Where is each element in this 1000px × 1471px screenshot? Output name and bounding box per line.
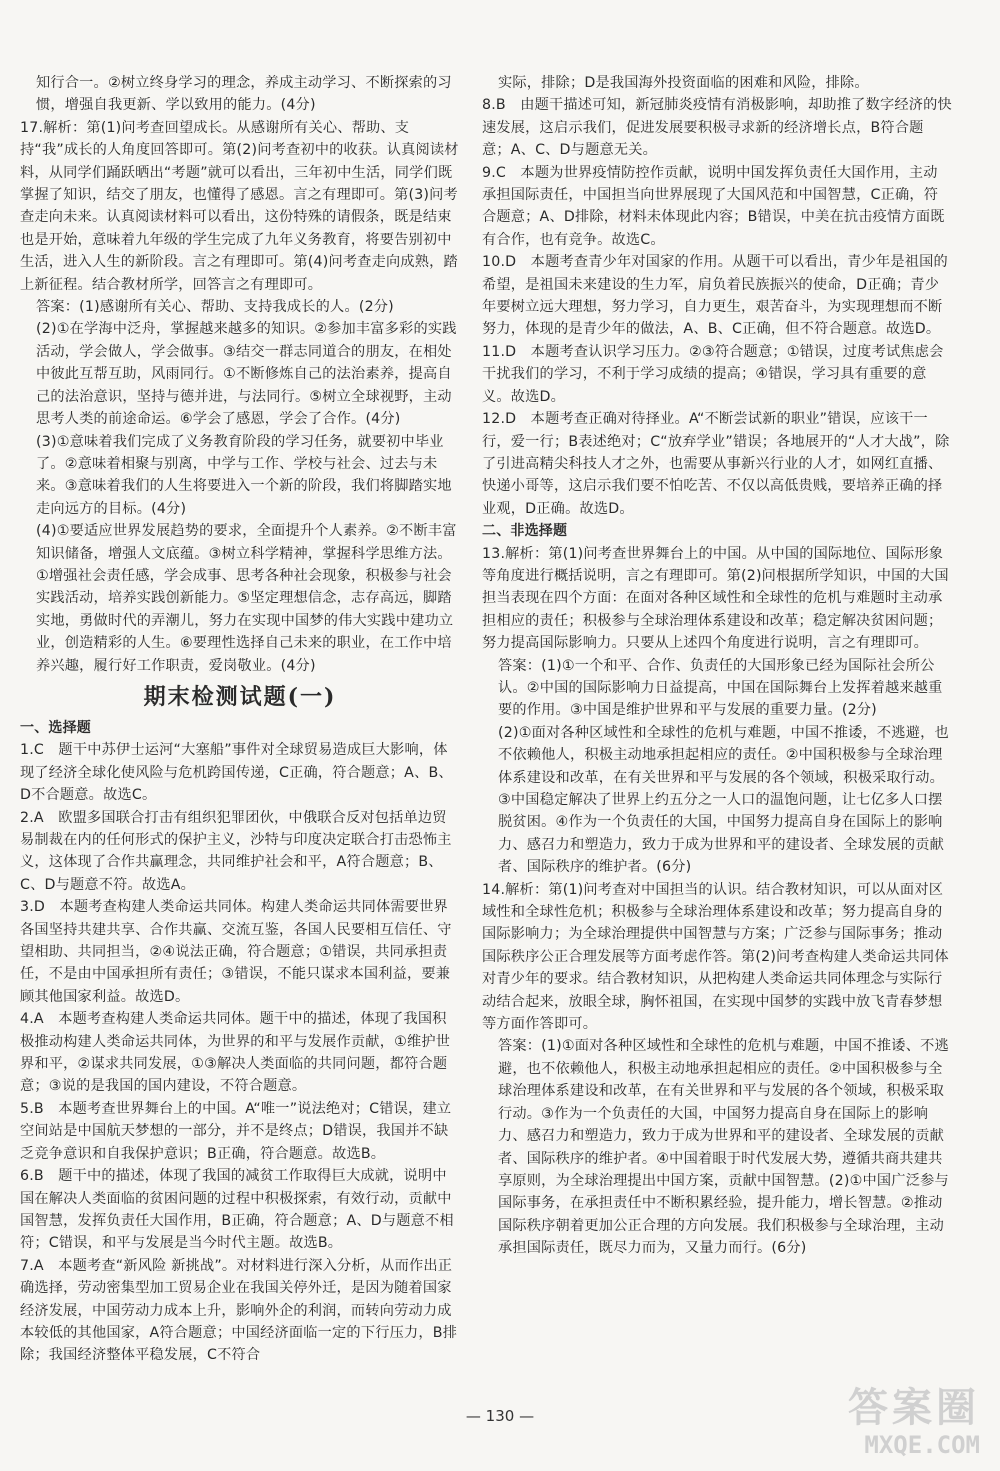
q7-explanation: 7.A 本题考查“新风险 新挑战”。对材料进行深入分析，从而作出正确选择，劳动密集型加工贸易企业在我国关停外迁，是因为随着国家经济发展，中国劳动力成本上升，影响外企的利润，而转向劳动力成本较低的其他国家，A符合题意；中国经济面临一定的下行压力，B排除；我国经济整体平稳发展，C不符合 — [20, 1257, 458, 1364]
q3-explanation: 3.D 本题考查构建人类命运共同体。构建人类命运共同体需要世界各国坚持共建共享、合作共赢、交流互鉴，各国人民要相互信任、守望相助、共同担当，②④说法正确，符合题意；①错误，共同承担责任，不是由中国承担所有责任；③错误，不能只谋求本国利益，要兼顾其他国家利益。故选D。 — [20, 899, 452, 1005]
q17-answer-1: 答案：(1)感谢所有关心、帮助、支持我成长的人。(2分) — [36, 299, 394, 316]
q13-analysis: 13.解析：第(1)问考查世界舞台上的中国。从中国的国际地位、国际形象等角度进行概括说明，言之有理即可。第(2)问根据所学知识，中国的大国担当表现在四个方面：在面对各种区域性和全球性的危机与难题时主动承担相应的责任；积极参与全球治理体系建设和改革；稳定解决贫困问题；努力提高国际影响力。只要从上述四个角度进行说明，言之有理即可。 — [482, 545, 949, 652]
section-heading-choice: 一、选择题 — [20, 719, 91, 736]
exam-title: 期末检测试题(一) — [143, 683, 337, 710]
q17-answer-3: (3)①意味着我们完成了义务教育阶段的学习任务，就要初中毕业了。②意味着相聚与别离，中学与工作、学校与社会、过去与未来。③意味着我们的人生将要进入一个新的阶段，我们将脚踏实地走向远方的目标。(4分) — [36, 433, 452, 517]
q7-continuation: 实际，排除；D是我国海外投资面临的困难和风险，排除。 — [498, 75, 869, 91]
q16-continuation: 知行合一。②树立终身学习的理念，养成主动学习、不断探索的习惯，增强自我更新、学以致用的能力。(4分) — [36, 75, 452, 114]
page-number: — 130 — — [465, 1407, 535, 1425]
q5-explanation: 5.B 本题考查世界舞台上的中国。A“唯一”说法绝对；C错误，建立空间站是中国航天梦想的一部分，并不是终点；D错误，我国并不缺乏竞争意识和自我保护意识；B正确，符合题意。故选B。 — [20, 1100, 452, 1162]
q17-answer-4: (4)①要适应世界发展趋势的要求，全面提升个人素养。②不断丰富知识储备，增强人文底蕴。③树立科学精神，掌握科学思维方法。①增强社会责任感，学会成事、思考各种社会现象，积极参与社会实践活动，培养实践创新能力。⑤坚定理想信念，志存高远，脚踏实地，勇做时代的弄潮儿，努力在实现中国梦的伟大实践中建功立业，创造精彩的人生。⑥要理性选择自己未来的职业，在工作中培养兴趣，履行好工作职责，爱岗敬业。(4分) — [36, 523, 457, 674]
q12-explanation: 12.D 本题考查正确对待择业。A“不断尝试新的职业”错误，应该干一行，爱一行；B表述绝对；C“放弃学业”错误；各地展开的“人才大战”，除了引进高精尖科技人才之外，也需要从事新兴行业的人才，如网红直播、快递小哥等，这启示我们要不怕吃苦、不仅以高低贵贱，要培养正确的择业观，D正确。故选D。 — [482, 411, 950, 517]
q14-answer: 答案：(1)①面对各种区域性和全球性的危机与难题，中国不推诿、不逃避，也不依赖他人，积极主动地承担起相应的责任。②中国积极参与全球治理体系建设和改革，在有关世界和平与发展的各个领域，积极采取行动。③作为一个负责任的大国，中国努力提高自身在国际上的影响力、感召力和塑造力，致力于成为世界和平的建设者、全球发展的贡献者、国际秩序的维护者。④中国着眼于时代发展大势，遵循共商共建共享原则，为全球治理提出中国方案，贡献中国智慧。(2)①中国广泛参与国际事务，在承担责任中不断积累经验，提升能力，增长智慧。②推动国际秩序朝着更加公正合理的方向发展。我们积极参与全球治理，主动承担国际责任，既尽力而为，又量力而行。(6分) — [498, 1038, 949, 1257]
q10-explanation: 10.D 本题考查青少年对国家的作用。从题干可以看出，青少年是祖国的希望，是祖国未来建设的生力军，肩负着民族振兴的使命，D正确；青少年要树立远大理想，努力学习，自力更生，艰苦奋斗，为实现理想而不断努力，体现的是青少年的做法，A、B、C正确，但不符合题意。故选D。 — [482, 254, 948, 338]
q9-explanation: 9.C 本题为世界疫情防控作贡献，说明中国发挥负责任大国作用，主动承担国际责任，中国担当向世界展现了大国风范和中国智慧，C正确，符合题意；A、D排除，材料未体现此内容；B错误，中美在抗击疫情方面既有合作，也有竞争。故选C。 — [482, 164, 945, 248]
q11-explanation: 11.D 本题考查认识学习压力。②③符合题意；①错误，过度考试焦虑会干扰我们的学习，不利于学习成绩的提高；④错误，学习具有重要的意义。故选D。 — [482, 343, 944, 405]
q2-explanation: 2.A 欧盟多国联合打击有组织犯罪团伙，中俄联合反对包括单边贸易制裁在内的任何形式的保护主义，沙特与印度决定联合打击恐怖主义，这体现了合作共赢理念，共同维护社会和平，A符合题意；B、C、D与题意不符。故选A。 — [20, 809, 452, 893]
q6-explanation: 6.B 题干中的描述，体现了我国的减贫工作取得巨大成就，说明中国在解决人类面临的贫困问题的过程中积极探索，有效行动，贡献中国智慧，发挥负责任大国作用，B正确，符合题意；A、D与题意不相符；C错误，和平与发展是当今时代主题。故选B。 — [20, 1168, 454, 1252]
section-heading-nonchoice: 二、非选择题 — [482, 523, 568, 540]
q4-explanation: 4.A 本题考查构建人类命运共同体。题干中的描述，体现了我国积极推动构建人类命运共同体，为世界的和平与发展作贡献，①维护世界和平，②谋求共同发展，①③解决人类面临的共同问题，都符合题意；③说的是我国的国内建设，不符合题意。 — [20, 1011, 451, 1095]
q13-answer-2: (2)①面对各种区域性和全球性的危机与难题，中国不推诿，不逃避，也不依赖他人，积极主动地承担起相应的责任。②中国积极参与全球治理体系建设和改革，在有关世界和平与发展的各个领域，积极采取行动。③中国稳定解决了世界上约五分之一人口的温饱问题，让七亿多人口摆脱贫困。④作为一个负责任的大国，中国努力提高自身在国际上的影响力、感召力和塑造力，致力于成为世界和平的建设者、全球发展的贡献者、国际秩序的维护者。(6分) — [498, 724, 949, 876]
q17-answer-2: (2)①在学海中泛舟，掌握越来越多的知识。②参加丰富多彩的实践活动，学会做人，学会做事。③结交一群志同道合的朋友，在相处中彼此互帮互助，风雨同行。①不断修炼自己的法治素养，提高自己的法治意识，坚持与德并进，与法同行。⑤树立全球视野，主动思考人类的前途命运。⑥学会了感恩，学会了合作。(4分) — [36, 321, 457, 428]
watermark-logo — [760, 1385, 980, 1465]
q8-explanation: 8.B 由题干描述可知，新冠肺炎疫情有消极影响，却助推了数字经济的快速发展，这启示我们，促进发展要积极寻求新的经济增长点，B符合题意；A、C、D与题意无关。 — [482, 97, 952, 159]
q13-answer-1: 答案：(1)①一个和平、合作、负责任的大国形象已经为国际社会所公认。②中国的国际影响力日益提高，中国在国际舞台上发挥着越来越重要的作用。③中国是维护世界和平与发展的重要力量。(2分) — [498, 657, 943, 719]
watermark-url: MXQE.COM — [864, 1431, 980, 1459]
watermark-logo-text: 答案圈 — [848, 1385, 980, 1431]
q1-explanation: 1.C 题干中苏伊士运河“大塞船”事件对全球贸易造成巨大影响，体现了经济全球化使风险与危机跨国传递，C正确，符合题意；A、B、D不合题意。故选C。 — [20, 742, 453, 804]
q17-analysis: 17.解析：第(1)问考查回望成长。从感谢所有关心、帮助、支持“我”成长的人角度回答即可。第(2)问考查初中的收获。认真阅读材料，从同学们踊跃晒出“考题”就可以看出，三年初中生活，同学们既掌握了知识，结交了朋友，也懂得了感恩。言之有理即可。第(3)问考查走向未来。认真阅读材料可以看出，这份特殊的请假条，既是结束也是开始，意味着九年级的学生完成了九年义务教育，将要告别初中生活，进入人生的新阶段。言之有理即可。第(4)问考查走向成熟，踏上新征程。结合教材所学，回答言之有理即可。 — [20, 119, 459, 293]
q14-analysis: 14.解析：第(1)问考查对中国担当的认识。结合教材知识，可以从面对区域性和全球性危机；积极参与全球治理体系建设和改革；努力提高自身的国际影响力；为全球治理提供中国智慧与方案；广泛参与国际事务；推动国际秩序公正合理发展等方面考虑作答。第(2)问考查构建人类命运共同体对青少年的要求。结合教材知识，从把构建人类命运共同体理念与实际行动结合起来，放眼全球，胸怀祖国，在实现中国梦的实践中放飞青春梦想等方面作答即可。 — [482, 881, 949, 1033]
right-column — [482, 72, 952, 1260]
left-column — [20, 72, 460, 1367]
